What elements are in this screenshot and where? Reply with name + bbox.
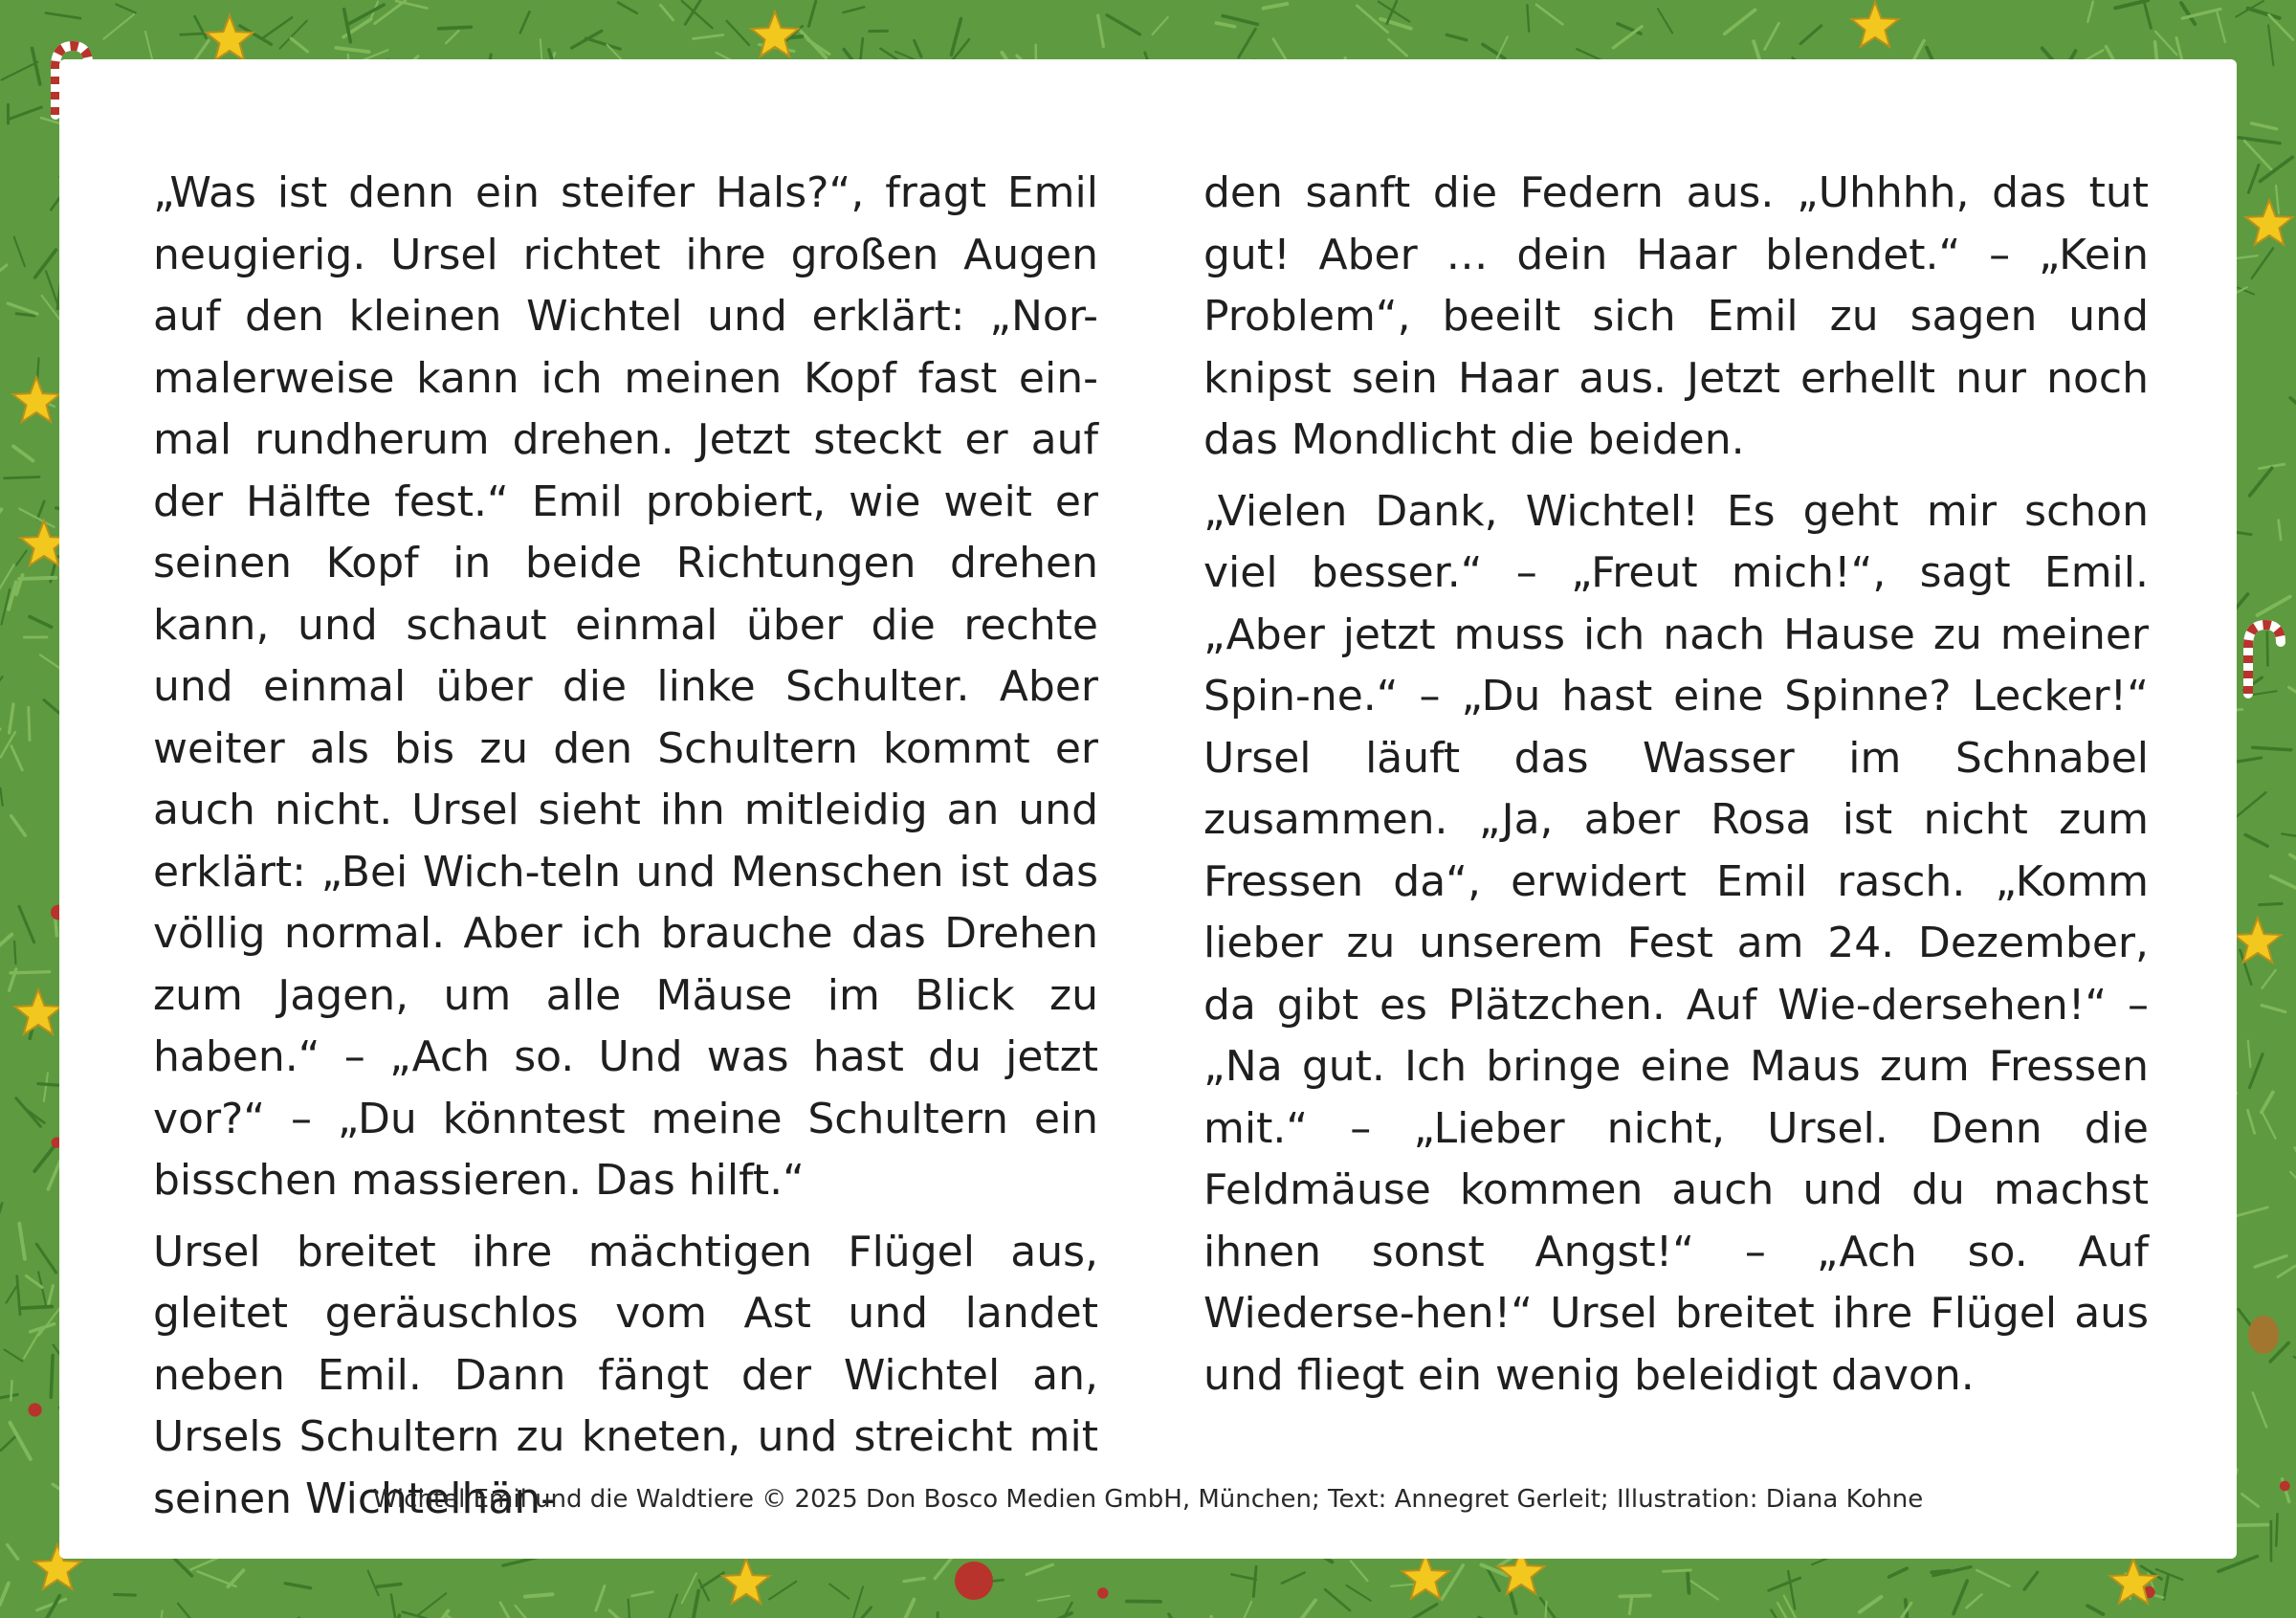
right-text-column [1203,163,2149,1416]
berry-icon [28,1403,41,1416]
left-text-column [153,163,1098,1540]
right-paragraph-1: den sanft die Federn aus. „Uhhhh, das tut gut! Aber … dein Haar blendet.“ – „Kein Problem“, beeilt sich Emil zu sagen und knipst sein Haar aus. Jetzt erhellt nur noch das Mondlicht die beiden. [1203,168,2149,464]
left-paragraph-2: Ursel breitet ihre mächtigen Flügel aus, gleitet geräuschlos vom Ast und landet neben Emil. Dann fängt der Wichtel an, Ursels Schultern zu kneten, und streicht mit seinen Wichtelhän- [153,1227,1098,1523]
apple-icon [955,1562,993,1600]
acorn-icon [2248,1316,2279,1354]
left-paragraph-1: „Was ist denn ein steifer Hals?“, fragt Emil neugierig. Ursel richtet ihre großen Augen auf den kleinen Wichtel und erklärt: „Nor-malerweise kann ich meinen Kopf fast ein-mal rundherum drehen. Jetzt steckt er auf der Hälfte fest.“ Emil probiert, wie weit er seinen Kopf in beide Richtungen drehen kann, und schaut einmal über die rechte und einmal über die linke Schulter. Aber weiter als bis zu den Schultern kommt er auch nicht. Ursel sieht ihn mitleidig an und erklärt: „Bei Wich-teln und Menschen ist das völlig normal. Aber ich brauche das Drehen zum Jagen, um alle Mäuse im Blick zu haben.“ – „Ach so. Und was hast du jetzt vor?“ – „Du könntest meine Schultern ein bisschen massieren. Das hilft.“ [153,168,1098,1205]
right-paragraph-2: „Vielen Dank, Wichtel! Es geht mir schon viel besser.“ – „Freut mich!“, sagt Emil. „Aber jetzt muss ich nach Hause zu meiner Spin-ne.“ – „Du hast eine Spinne? Lecker!“ Ursel läuft das Wasser im Schnabel zusammen. „Ja, aber Rosa ist nicht zum Fressen da“, erwidert Emil rasch. „Komm lieber zu unserem Fest am 24. Dezember, da gibt es Plätzchen. Auf Wie-dersehen!“ – „Na gut. Ich bringe eine Maus zum Fressen mit.“ – „Lieber nicht, Ursel. Denn die Feldmäuse kommen auch und du machst ihnen sonst Angst!“ – „Ach so. Auf Wiederse-hen!“ Ursel breitet ihre Flügel aus und fliegt ein wenig beleidigt davon. [1203,486,2149,1400]
copyright-credit: Wichtel Emil und die Waldtiere © 2025 Don Bosco Medien GmbH, München; Text: Annegret Gerleit; Illustration: Diana Kohne [372,1485,1924,1514]
berry-icon [1097,1587,1108,1598]
